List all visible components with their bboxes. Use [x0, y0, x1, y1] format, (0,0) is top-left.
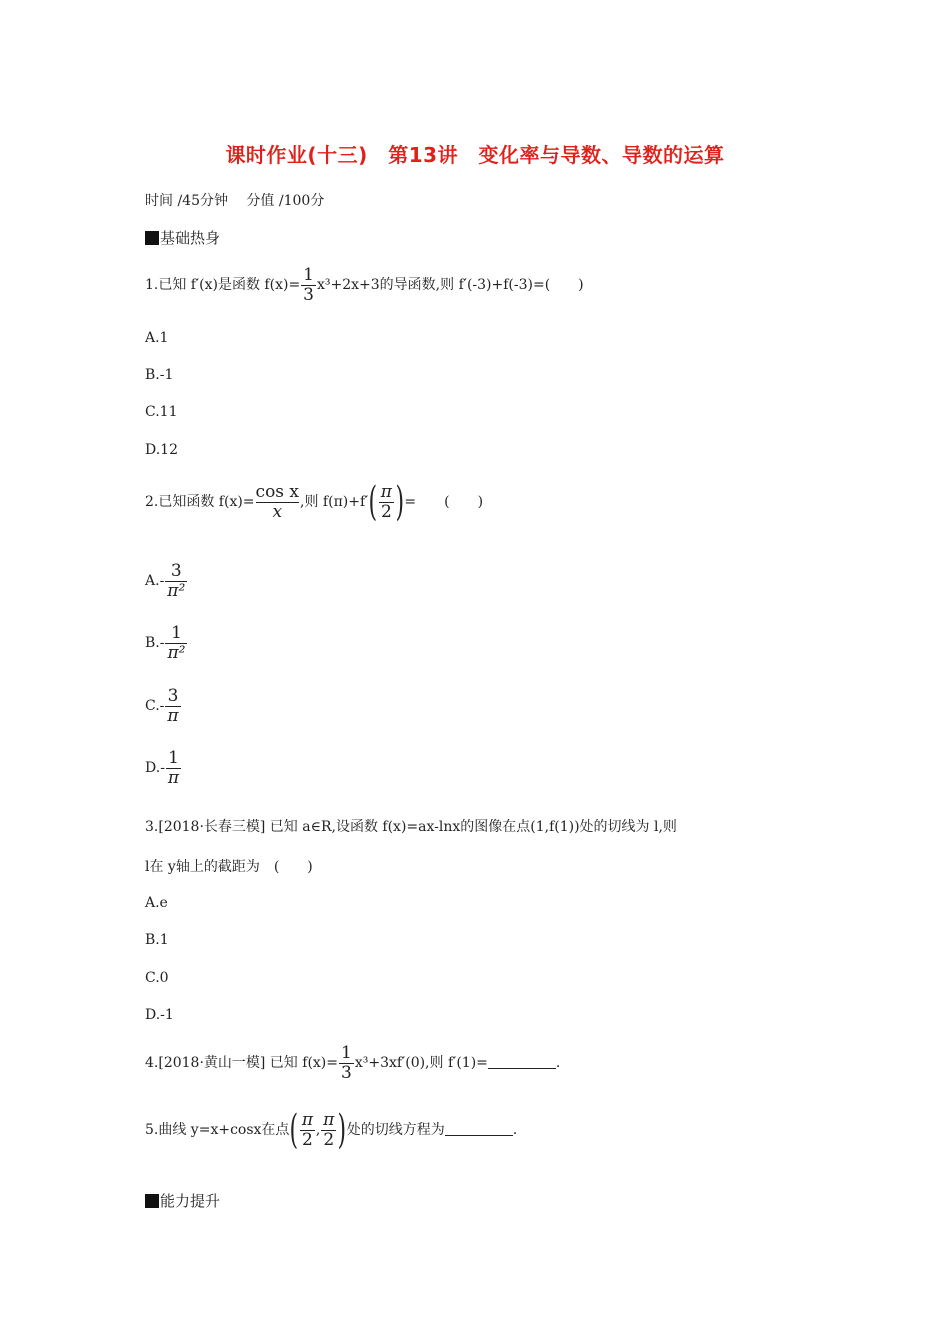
answer-blank[interactable] [488, 1056, 556, 1069]
question-1-option-c: C.11 [145, 404, 178, 420]
fraction-denominator: 2 [380, 501, 392, 522]
question-1-fraction [301, 266, 316, 304]
option-fraction [165, 687, 180, 725]
option-fraction [165, 562, 187, 600]
point-x-fraction [300, 1111, 315, 1149]
question-2-argument [379, 483, 394, 521]
question-2-prefix: 2.已知函数 f(x)= [145, 494, 255, 510]
question-1-option-d: D.12 [145, 442, 178, 458]
question-3-line-2: l在 y轴上的截距为 ( ) [145, 859, 313, 875]
fraction-numerator: π [323, 1109, 335, 1130]
option-label: B. [145, 635, 160, 652]
option-sign: - [160, 760, 165, 777]
question-5 [145, 1107, 518, 1153]
option-sign: - [159, 573, 165, 590]
option-label: D. [145, 760, 161, 777]
fraction-numerator: 1 [171, 623, 182, 643]
question-5-end: . [512, 1122, 518, 1138]
question-4-end: . [555, 1055, 561, 1072]
question-1-suffix: x³+2x+3的导函数,则 f′(-3)+f(-3)=( ) [317, 277, 584, 294]
question-2 [145, 479, 484, 525]
fraction-denominator: π [167, 767, 180, 788]
fraction-numerator: 1 [168, 748, 179, 768]
section-title-advanced: 能力提升 [160, 1192, 221, 1210]
fraction-numerator: cos x [255, 481, 300, 502]
question-1-option-a: A.1 [145, 330, 169, 346]
question-2-option-d [145, 749, 182, 787]
question-5-suffix: 处的切线方程为 [346, 1122, 445, 1138]
answer-blank[interactable] [445, 1123, 513, 1136]
option-sign: - [159, 698, 165, 715]
question-3-option-d: D.-1 [145, 1007, 174, 1023]
question-2-fraction [256, 483, 299, 521]
fraction-numerator: 3 [167, 686, 179, 706]
fraction-numerator: π [380, 481, 392, 502]
question-4 [145, 1044, 560, 1082]
question-1 [145, 266, 584, 304]
question-3-line-1: 3.[2018·长春三模] 已知 a∈R,设函数 f(x)=ax-lnx的图像在点(1,f(1))处的切线为 l,则 [145, 819, 677, 835]
option-fraction [165, 624, 187, 662]
question-2-option-a [145, 562, 188, 600]
fraction-denominator: x [256, 502, 299, 522]
question-1-prefix: 1.已知 f′(x)是函数 f(x)= [145, 277, 301, 294]
left-paren: ( [289, 1107, 299, 1153]
question-2-suffix: = ( ) [404, 494, 484, 510]
fraction-numerator: 3 [170, 561, 182, 581]
section-square-icon [145, 231, 159, 245]
fraction-numerator: 1 [341, 1043, 352, 1063]
fraction-numerator: π [301, 1109, 314, 1130]
time-score-meta: 时间 ∕45分钟 分值 ∕100分 [145, 193, 325, 209]
question-5-prefix: 5.曲线 y=x+cosx在点 [145, 1122, 290, 1138]
left-paren: ( [368, 479, 378, 525]
fraction-numerator: 1 [303, 265, 314, 285]
section-square-icon [145, 1194, 159, 1208]
fraction-denominator: 3 [341, 1062, 352, 1083]
page-title: 课时作业(十三) 第13讲 变化率与导数、导数的运算 [225, 143, 725, 167]
question-4-prefix: 4.[2018·黄山一模] 已知 f(x)= [145, 1055, 338, 1072]
question-2-option-b [145, 624, 188, 662]
fraction-denominator: π² [167, 580, 186, 601]
section-heading-basic [145, 227, 220, 248]
fraction-denominator: 2 [323, 1129, 335, 1150]
point-comma: , [315, 1122, 321, 1138]
question-1-option-b: B.-1 [145, 367, 174, 383]
point-y-fraction [321, 1111, 336, 1149]
question-3-option-c: C.0 [145, 970, 169, 986]
option-sign: - [159, 635, 165, 652]
question-2-option-c [145, 687, 182, 725]
fraction-denominator: π² [167, 642, 186, 663]
option-fraction [166, 749, 181, 787]
fraction-denominator: 2 [302, 1129, 313, 1150]
question-4-fraction [339, 1044, 354, 1082]
option-label: C. [145, 698, 160, 715]
question-2-middle: ,则 f(π)+f′ [300, 494, 369, 510]
section-title-basic: 基础热身 [160, 229, 221, 247]
fraction-denominator: 3 [303, 284, 314, 305]
question-4-suffix: x³+3xf′(0),则 f′(1)= [354, 1055, 488, 1072]
section-heading-advanced [145, 1190, 220, 1211]
option-label: A. [145, 573, 160, 590]
question-3-option-a: A.e [145, 895, 168, 911]
fraction-denominator: π [167, 705, 179, 726]
right-paren: ) [337, 1107, 347, 1153]
right-paren: ) [395, 479, 404, 525]
question-3-option-b: B.1 [145, 932, 169, 948]
